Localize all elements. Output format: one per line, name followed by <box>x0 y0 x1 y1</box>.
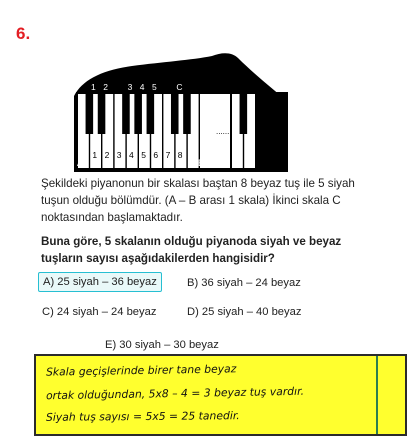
white-key-number: 6 <box>153 150 159 160</box>
white-key-number: 5 <box>141 150 146 160</box>
black-key <box>240 94 248 134</box>
black-key <box>171 94 179 134</box>
white-key-number: 1 <box>92 150 98 160</box>
top-key-label: 5 <box>152 82 157 92</box>
top-key-label: C <box>176 82 183 92</box>
solution-line-1: Skala geçişlerinde birer tane beyaz <box>45 362 237 379</box>
top-key-label: 3 <box>127 82 133 92</box>
option-b[interactable]: B) 36 siyah – 24 beyaz <box>187 277 301 289</box>
white-key-number: 8 <box>177 150 183 160</box>
top-key-label: 2 <box>103 82 108 92</box>
label-b: B <box>198 158 205 168</box>
handwritten-solution-box <box>34 354 407 436</box>
question-prompt: Buna göre, 5 skalanın olduğu piyanoda siyah ve beyaz tuşların sayısı aşağıdakilerden hangisidir? <box>41 235 342 266</box>
white-key-number: 7 <box>165 150 171 160</box>
black-key <box>147 94 155 134</box>
top-key-label: 4 <box>139 82 145 92</box>
white-key-number: 2 <box>104 150 110 160</box>
option-d[interactable]: D) 25 siyah – 40 beyaz <box>187 306 302 318</box>
black-key <box>98 94 106 134</box>
option-a[interactable]: A) 25 siyah – 36 beyaz <box>38 272 162 292</box>
solution-line-2: ortak olduğundan, 5x8 – 4 = 3 beyaz tuş vardır. <box>45 384 305 403</box>
top-key-label: 1 <box>91 82 96 92</box>
option-e[interactable]: E) 30 siyah – 30 beyaz <box>105 339 219 351</box>
keyboard-ellipsis: ...... <box>216 127 230 136</box>
question-paragraph: Şekildeki piyanonun bir skalası baştan 8 beyaz tuş ile 5 siyah tuşun olduğu bölümdür. (A – B arası 1 skala) İkinci skala C noktasından başlamaktadır. <box>41 177 355 225</box>
black-key <box>134 94 142 134</box>
black-key <box>122 94 130 134</box>
white-key-number: 3 <box>116 150 122 160</box>
option-c[interactable]: C) 24 siyah – 24 beyaz <box>42 306 157 318</box>
solution-line-3: Siyah tuş sayısı = 5x5 = 25 tanedir. <box>45 409 240 424</box>
white-key-number: 4 <box>129 150 134 160</box>
question-number: 6. <box>16 24 31 43</box>
solution-margin-line <box>376 356 378 434</box>
piano-figure <box>62 52 292 172</box>
black-key <box>86 94 94 134</box>
label-a: A <box>77 158 84 168</box>
black-key <box>183 94 191 134</box>
